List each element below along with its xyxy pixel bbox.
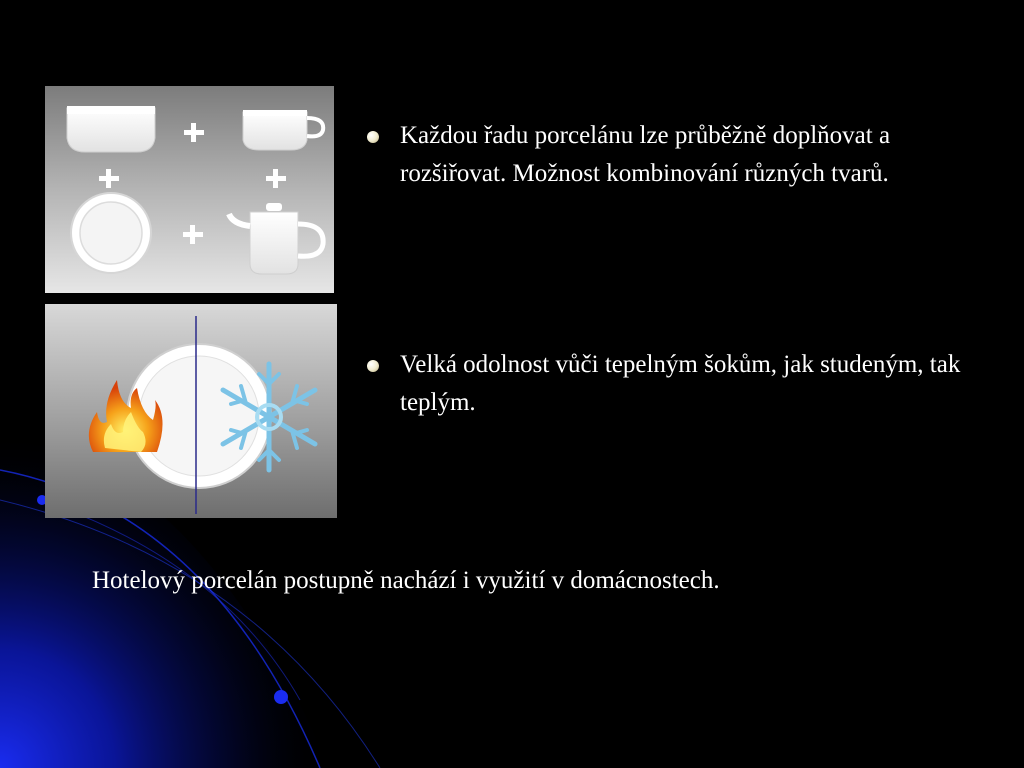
bullet-dot-icon [367,360,379,372]
bullet-item [370,117,980,193]
bullet-text: Velká odolnost vůči tepelným šokům, jak studeným, tak teplým. [400,351,961,416]
bowl-icon [67,106,155,152]
bullet-text: Každou řadu porcelánu lze průběžně doplňovat a rozšiřovat. Možnost kombinování různých tvarů. [400,122,891,187]
plate-icon [71,193,151,273]
tableware-combination-image [45,86,334,293]
bullet-dot-icon [367,131,379,143]
footer-text: Hotelový porcelán postupně nachází i využití v domácnostech. [92,567,720,594]
thermal-shock-image [45,304,337,518]
plate-icon [127,344,271,488]
bullet-item [370,346,980,422]
